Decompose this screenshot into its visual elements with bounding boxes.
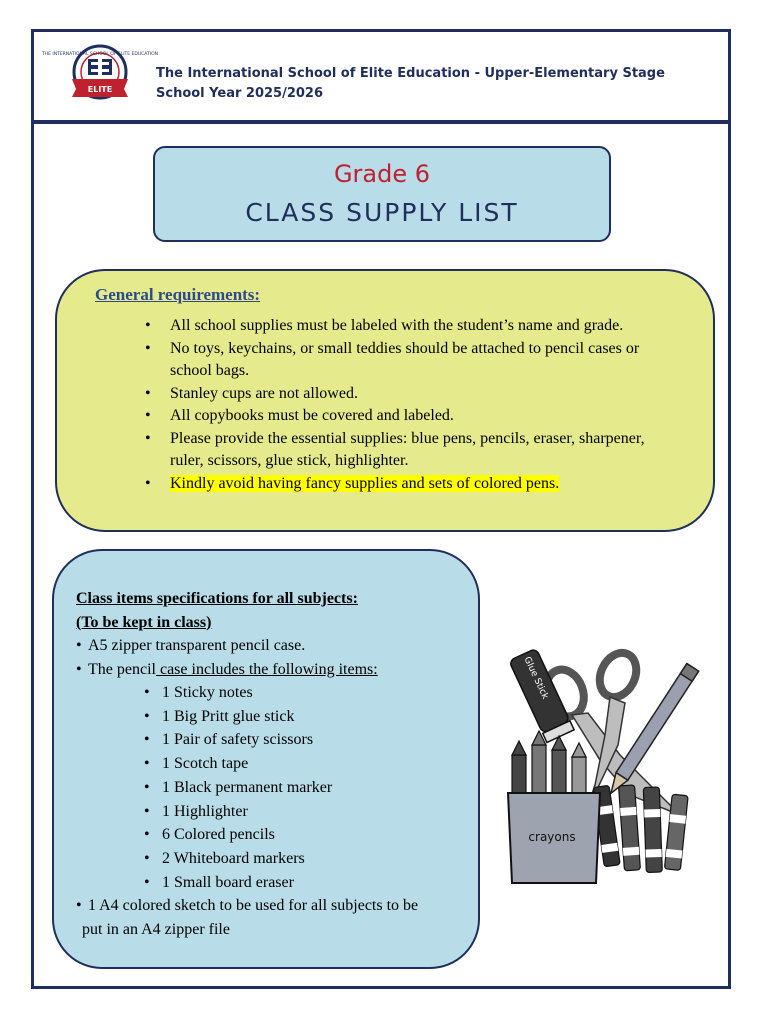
list-item: • 6 Colored pencils [76, 823, 476, 847]
list-item: • 1 Pair of safety scissors [76, 728, 476, 752]
sketch-item-continued: put in an A4 zipper file [82, 920, 230, 938]
requirement-item: • All copybooks must be covered and labeled. [145, 405, 645, 428]
general-requirements-box [55, 269, 715, 532]
pencil-case-includes [76, 658, 476, 682]
requirement-item: • Stanley cups are not allowed. [145, 383, 645, 406]
includes-underlined: case includes the following items: [155, 660, 378, 678]
header-divider [34, 120, 728, 124]
school-logo [41, 45, 159, 103]
list-item: • 1 Scotch tape [76, 752, 476, 776]
requirement-item: • All school supplies must be labeled with the student’s name and grade. [145, 315, 645, 338]
header-text [156, 64, 665, 104]
class-items-box [52, 549, 480, 969]
highlighted-text: Kindly avoid having fancy supplies and sets of colored pens. [170, 474, 560, 492]
logo-banner-text: ELITE [87, 85, 113, 94]
class-items-heading: Class items specifications for all subjects: [76, 590, 358, 607]
class-items-subheading: (To be kept in class) [76, 613, 212, 631]
list-item: • 1 Highlighter [76, 800, 476, 824]
glue-stick-label: Glue Stick [521, 655, 550, 701]
glue-stick-icon [509, 648, 574, 742]
school-supplies-illustration [500, 645, 695, 885]
requirement-item-highlighted [145, 473, 645, 496]
class-items-content [76, 587, 476, 941]
list-item: • 1 Black permanent marker [76, 776, 476, 800]
general-requirements-heading: General requirements: [95, 285, 261, 304]
pencil-case-item: • A5 zipper transparent pencil case. [76, 634, 476, 658]
crayon-cup-label: crayons [528, 830, 576, 844]
pencil-case-items-list [76, 681, 476, 894]
requirement-item: • No toys, keychains, or small teddies should be attached to pencil cases or school bags. [145, 338, 645, 383]
requirement-item: • Please provide the essential supplies: blue pens, pencils, eraser, sharpener, ruler, scissors, glue stick, highlighter. [145, 428, 645, 473]
title-box [153, 146, 611, 242]
page-title: CLASS SUPPLY LIST [245, 198, 519, 227]
grade-title: Grade 6 [333, 160, 431, 188]
list-item: • 2 Whiteboard markers [76, 847, 476, 871]
includes-prefix: The pencil [88, 660, 156, 678]
crayon-cup-icon [508, 793, 600, 883]
school-name: The International School of Elite Education - Upper-Elementary Stage [156, 66, 665, 81]
general-requirements-list [145, 315, 645, 495]
sketch-item: • 1 A4 colored sketch to be used for all subjects to be [76, 894, 476, 918]
list-item: • 1 Small board eraser [76, 871, 476, 895]
logo-ring-text: THE INTERNATIONAL SCHOOL OF ELITE EDUCATION [41, 52, 159, 57]
school-year: School Year 2025/2026 [156, 86, 324, 101]
list-item: • 1 Sticky notes [76, 681, 476, 705]
list-item: • 1 Big Pritt glue stick [76, 705, 476, 729]
